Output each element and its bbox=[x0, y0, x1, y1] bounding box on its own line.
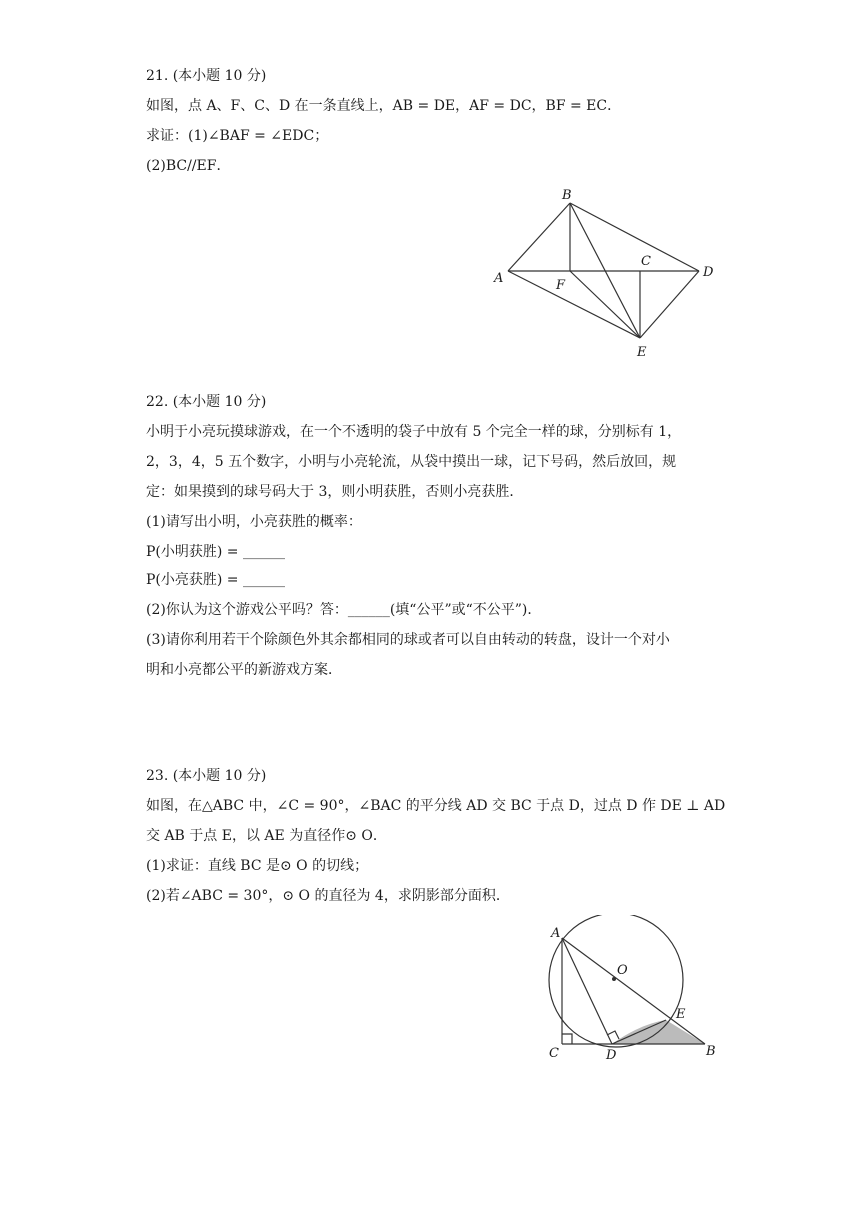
q21-header: 21. (本小题 10 分) bbox=[146, 68, 267, 84]
q22-blank-xiaoliang: P(小亮获胜) = ______ bbox=[146, 572, 285, 588]
q21-label-d: D bbox=[703, 265, 714, 280]
q21-text-2: 求证：(1)∠BAF = ∠EDC； bbox=[146, 128, 329, 144]
q22-text-1: 小明于小亮玩摸球游戏，在一个不透明的袋子中放有 5 个完全一样的球，分别标有 1， bbox=[146, 424, 682, 440]
q23-label-a: A bbox=[551, 926, 561, 941]
q22-text-8: (3)请你利用若干个除颜色外其余都相同的球或者可以自由转动的转盘，设计一个对小 bbox=[146, 632, 670, 648]
q23-figure bbox=[540, 915, 730, 1065]
q21-figure bbox=[488, 182, 728, 368]
q22-text-4: (1)请写出小明，小亮获胜的概率： bbox=[146, 514, 362, 530]
q23-text-4: (2)若∠ABC = 30°，⊙ O 的直径为 4，求阴影部分面积． bbox=[146, 888, 510, 904]
q23-label-o: O bbox=[617, 963, 628, 978]
q22-text-2: 2，3，4，5 五个数字，小明与小亮轮流，从袋中摸出一球，记下号码，然后放回，规 bbox=[146, 454, 677, 470]
q22-header: 22. (本小题 10 分) bbox=[146, 394, 267, 410]
q23-label-c: C bbox=[549, 1046, 559, 1061]
q21-label-e: E bbox=[637, 345, 647, 360]
q21-label-f: F bbox=[556, 278, 566, 293]
q21-label-a: A bbox=[494, 271, 504, 286]
q23-label-b: B bbox=[706, 1044, 716, 1059]
q23-text-1: 如图，在△ABC 中，∠C = 90°，∠BAC 的平分线 AD 交 BC 于点 D，过点 D 作 DE ⊥ AD bbox=[146, 798, 726, 814]
q23-text-3: (1)求证：直线 BC 是⊙ O 的切线； bbox=[146, 858, 369, 874]
q21-label-c: C bbox=[641, 254, 651, 269]
q23-text-2: 交 AB 于点 E，以 AE 为直径作⊙ O． bbox=[146, 828, 387, 844]
q23-header: 23. (本小题 10 分) bbox=[146, 768, 267, 784]
q21-text-3: (2)BC//EF． bbox=[146, 158, 231, 174]
q23-label-d: D bbox=[606, 1048, 617, 1063]
q22-text-7: (2)你认为这个游戏公平吗？答：______(填“公平”或“不公平”)． bbox=[146, 602, 542, 618]
q22-text-9: 明和小亮都公平的新游戏方案． bbox=[146, 662, 342, 678]
q23-label-e: E bbox=[676, 1007, 686, 1022]
q22-text-3: 定：如果摸到的球号码大于 3，则小明获胜，否则小亮获胜． bbox=[146, 484, 524, 500]
q22-blank-xiaoming: P(小明获胜) = ______ bbox=[146, 544, 285, 560]
q21-label-b: B bbox=[562, 188, 572, 203]
q21-text-1: 如图，点 A、F、C、D 在一条直线上，AB = DE，AF = DC，BF = EC． bbox=[146, 98, 622, 114]
